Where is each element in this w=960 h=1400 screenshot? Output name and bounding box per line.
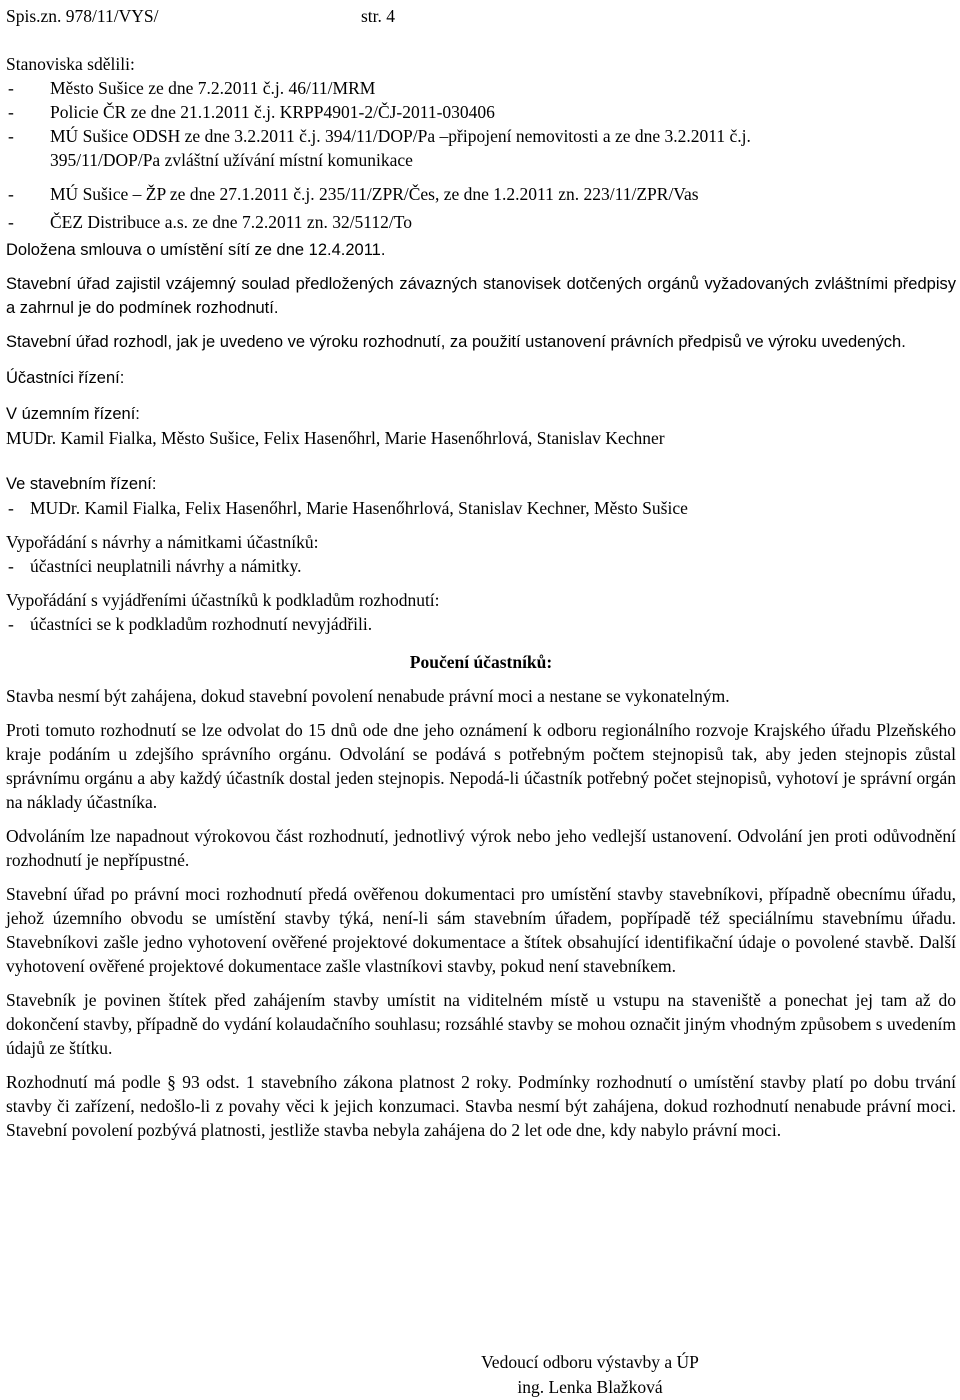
zoning-heading: V územním řízení: bbox=[6, 405, 140, 423]
list-item: - MUDr. Kamil Fialka, Felix Hasenőhrl, Marie Hasenőhrlová, Stanislav Kechner, Město Sušice bbox=[8, 498, 688, 518]
building-participants bbox=[6, 496, 956, 520]
paragraph: Odvoláním lze napadnout výrokovou část rozhodnutí, jednotlivý výrok nebo jeho vedlejší ustanovení. Odvolání jen proti odůvodnění rozhodnutí je nepřípustné. bbox=[6, 826, 956, 870]
list-item: - MÚ Sušice ODSH ze dne 3.2.2011 č.j. 394/11/DOP/Pa –připojení nemovitosti a ze dne 3.2.2011 č.j. bbox=[8, 126, 751, 146]
list-item: - Město Sušice ze dne 7.2.2011 č.j. 46/11/MRM bbox=[8, 78, 376, 98]
list-item: - Policie ČR ze dne 21.1.2011 č.j. KRPP4901-2/ČJ-2011-030406 bbox=[8, 102, 495, 122]
page-number: str. 4 bbox=[361, 6, 396, 26]
file-reference: Spis.zn. 978/11/VYS/ bbox=[6, 6, 159, 26]
instruction-heading: Poučení účastníků: bbox=[409, 652, 553, 672]
paragraph: Stavební úřad rozhodl, jak je uvedeno ve výroku rozhodnutí, za použití ustanovení právních předpisů ve výroku uvedených. bbox=[6, 333, 906, 351]
statements-heading: Vypořádání s vyjádřeními účastníků k podkladům rozhodnutí: bbox=[6, 590, 440, 610]
list-item-continuation: 395/11/DOP/Pa zvláštní užívání místní komunikace bbox=[50, 150, 413, 170]
paragraph: Stavební úřad zajistil vzájemný soulad předložených závazných stanovisek dotčených orgánů vyžadovaných zvláštními předpisy a zahrnul je do podmínek rozhodnutí. bbox=[6, 275, 956, 317]
paragraph: Stavebník je povinen štítek před zahájením stavby umístit na viditelném místě u vstupu na staveniště a ponechat jej tam až do dokončení stavby, případně do vydání kolaudačního souhlasu; rozsáhlé stavby se mohou označit jiným vhodným způsobem s uvedením údajů ze štítku. bbox=[6, 990, 956, 1058]
zoning-participants: MUDr. Kamil Fialka, Město Sušice, Felix Hasenőhrl, Marie Hasenőhrlová, Stanislav Kechner bbox=[6, 428, 665, 448]
proposals-heading: Vypořádání s návrhy a námitkami účastníků: bbox=[6, 532, 319, 552]
signature-name: ing. Lenka Blažková bbox=[517, 1377, 663, 1397]
list-item: - účastníci neuplatnili návrhy a námitky. bbox=[8, 556, 302, 576]
page-header bbox=[6, 4, 956, 28]
building-heading: Ve stavebním řízení: bbox=[6, 475, 157, 493]
paragraph: Rozhodnutí má podle § 93 odst. 1 stavebního zákona platnost 2 roky. Podmínky rozhodnutí o umístění stavby platí po dobu trvání stavby či zařízení, nedošlo-li z povahy věci k jejich konzumaci. Stavba nesmí být zahájena, dokud rozhodnutí nenabude právní moci. Stavební povolení pozbývá platnosti, jestliže stavba nebyla zahájena do 2 let ode dne, kdy nabylo právní moci. bbox=[6, 1072, 956, 1140]
list-item: - ČEZ Distribuce a.s. ze dne 7.2.2011 zn. 32/5112/To bbox=[8, 212, 412, 232]
paragraph: Stavební úřad po právní moci rozhodnutí předá ověřenou dokumentaci pro umístění stavby stavebníkovi, případně obecnímu úřadu, jehož územního obvodu se umístění stavby týká, není-li sám stavebním úřadem, popřípadě též speciálnímu stavebnímu úřadu. Stavebníkovi zašle jedno vyhotovení ověřené projektové dokumentace a štítek obsahující identifikační údaje o povolené stavbě. Další vyhotovení ověřené projektové dokumentace zašle vlastníkovi stavby, pokud není stavebníkem. bbox=[6, 884, 956, 976]
statements-list bbox=[6, 612, 956, 636]
paragraph: Proti tomuto rozhodnutí se lze odvolat do 15 dnů ode dne jeho oznámení k odboru regionálního rozvoje Krajského úřadu Plzeňského kraje podáním u zdejšího správního orgánu. Odvolání se podává s potřebným počtem stejnopisů tak, aby jeden stejnopis zůstal správnímu orgánu a aby každý účastník dostal jeden stejnopis. Nepodá-li účastník potřebný počet stejnopisů, vyhotoví je správní orgán na náklady účastníka. bbox=[6, 720, 956, 812]
list-item: - účastníci se k podkladům rozhodnutí nevyjádřili. bbox=[8, 614, 373, 634]
proposals-list bbox=[6, 554, 956, 578]
contract-note: Doložena smlouva o umístění sítí ze dne 12.4.2011. bbox=[6, 241, 386, 259]
participants-heading: Účastníci řízení: bbox=[6, 369, 125, 387]
paragraph: Stavba nesmí být zahájena, dokud stavební povolení nenabude právní moci a nestane se vykonatelným. bbox=[6, 686, 730, 706]
opinions-heading: Stanoviska sdělili: bbox=[6, 54, 135, 74]
signature-title: Vedoucí odboru výstavby a ÚP bbox=[481, 1352, 699, 1372]
document-page bbox=[6, 4, 956, 1142]
list-item: - MÚ Sušice – ŽP ze dne 27.1.2011 č.j. 235/11/ZPR/Čes, ze dne 1.2.2011 zn. 223/11/ZPR/Vas bbox=[8, 184, 699, 204]
opinions-list bbox=[6, 76, 956, 234]
